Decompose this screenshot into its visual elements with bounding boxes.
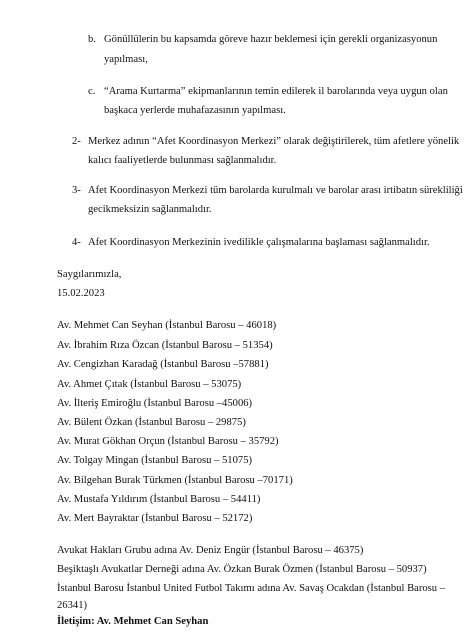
item-4-line-1: Afet Koordinasyon Merkezinin ivedilikle çalışmalarına başlaması sağlanmalıdır. bbox=[88, 237, 430, 248]
signatory-7: Av. Murat Gökhan Orçun (İstanbul Barosu – 35792) bbox=[57, 436, 279, 447]
contact-line: İletişim: Av. Mehmet Can Seyhan bbox=[57, 616, 209, 627]
item-2-line-1: Merkez adının “Afet Koordinasyon Merkezi” olarak değiştirilerek, tüm afetlere yönelik bbox=[88, 136, 460, 147]
organization-line-1: Avukat Hakları Grubu adına Av. Deniz Engür (İstanbul Barosu – 46375) bbox=[57, 545, 364, 556]
item-4-marker: 4- bbox=[72, 237, 81, 248]
item-2-line-2: kalıcı faaliyetlerde bulunması sağlanmalıdır. bbox=[88, 155, 277, 166]
signatory-5: Av. İlteriş Emiroğlu (İstanbul Barosu –45006) bbox=[57, 398, 253, 409]
signatory-11: Av. Mert Bayraktar (İstanbul Barosu – 52172) bbox=[57, 513, 253, 524]
organization-line-3: İstanbul Barosu İstanbul United Futbol Takımı adına Av. Savaş Ocakdan (İstanbul Barosu – bbox=[57, 583, 446, 594]
item-c-line-1: “Arama Kurtarma” ekipmanlarının temin edilerek il barolarında veya uygun olan bbox=[104, 86, 448, 97]
item-b-line-1: Gönüllülerin bu kapsamda göreve hazır beklemesi için gerekli organizasyonun bbox=[104, 34, 438, 45]
signatory-6: Av. Bülent Özkan (İstanbul Barosu – 29875) bbox=[57, 417, 246, 428]
item-c-line-2: başkaca yerlerde muhafazasının yapılması. bbox=[104, 105, 286, 116]
item-c-marker: c. bbox=[88, 86, 96, 97]
item-3-line-1: Afet Koordinasyon Merkezi tüm barolarda kurulmalı ve barolar arası irtibatın sürekliliği bbox=[88, 185, 463, 196]
signatory-2: Av. İbrahim Rıza Özcan (İstanbul Barosu – 51354) bbox=[57, 340, 273, 351]
item-3-marker: 3- bbox=[72, 185, 81, 196]
organization-line-2: Beşiktaşlı Avukatlar Derneği adına Av. Özkan Burak Özmen (İstanbul Barosu – 50937) bbox=[57, 564, 427, 575]
signatory-3: Av. Cengizhan Karadağ (İstanbul Barosu –57881) bbox=[57, 359, 269, 370]
item-3-line-2: gecikmeksizin sağlanmalıdır. bbox=[88, 204, 212, 215]
item-b-marker: b. bbox=[88, 34, 96, 45]
organization-line-4: 26341) bbox=[57, 600, 88, 611]
signatory-10: Av. Mustafa Yıldırım (İstanbul Barosu – 54411) bbox=[57, 494, 261, 505]
item-b-line-2: yapılması, bbox=[104, 54, 148, 65]
signatory-4: Av. Ahmet Çıtak (İstanbul Barosu – 53075) bbox=[57, 379, 242, 390]
signatory-1: Av. Mehmet Can Seyhan (İstanbul Barosu – 46018) bbox=[57, 320, 277, 331]
signatory-9: Av. Bilgehan Burak Türkmen (İstanbul Barosu –70171) bbox=[57, 475, 293, 486]
signatory-8: Av. Tolgay Mingan (İstanbul Barosu – 51075) bbox=[57, 455, 253, 466]
item-2-marker: 2- bbox=[72, 136, 81, 147]
closing-date: 15.02.2023 bbox=[57, 288, 105, 299]
closing-greeting: Saygılarımızla, bbox=[57, 269, 122, 280]
